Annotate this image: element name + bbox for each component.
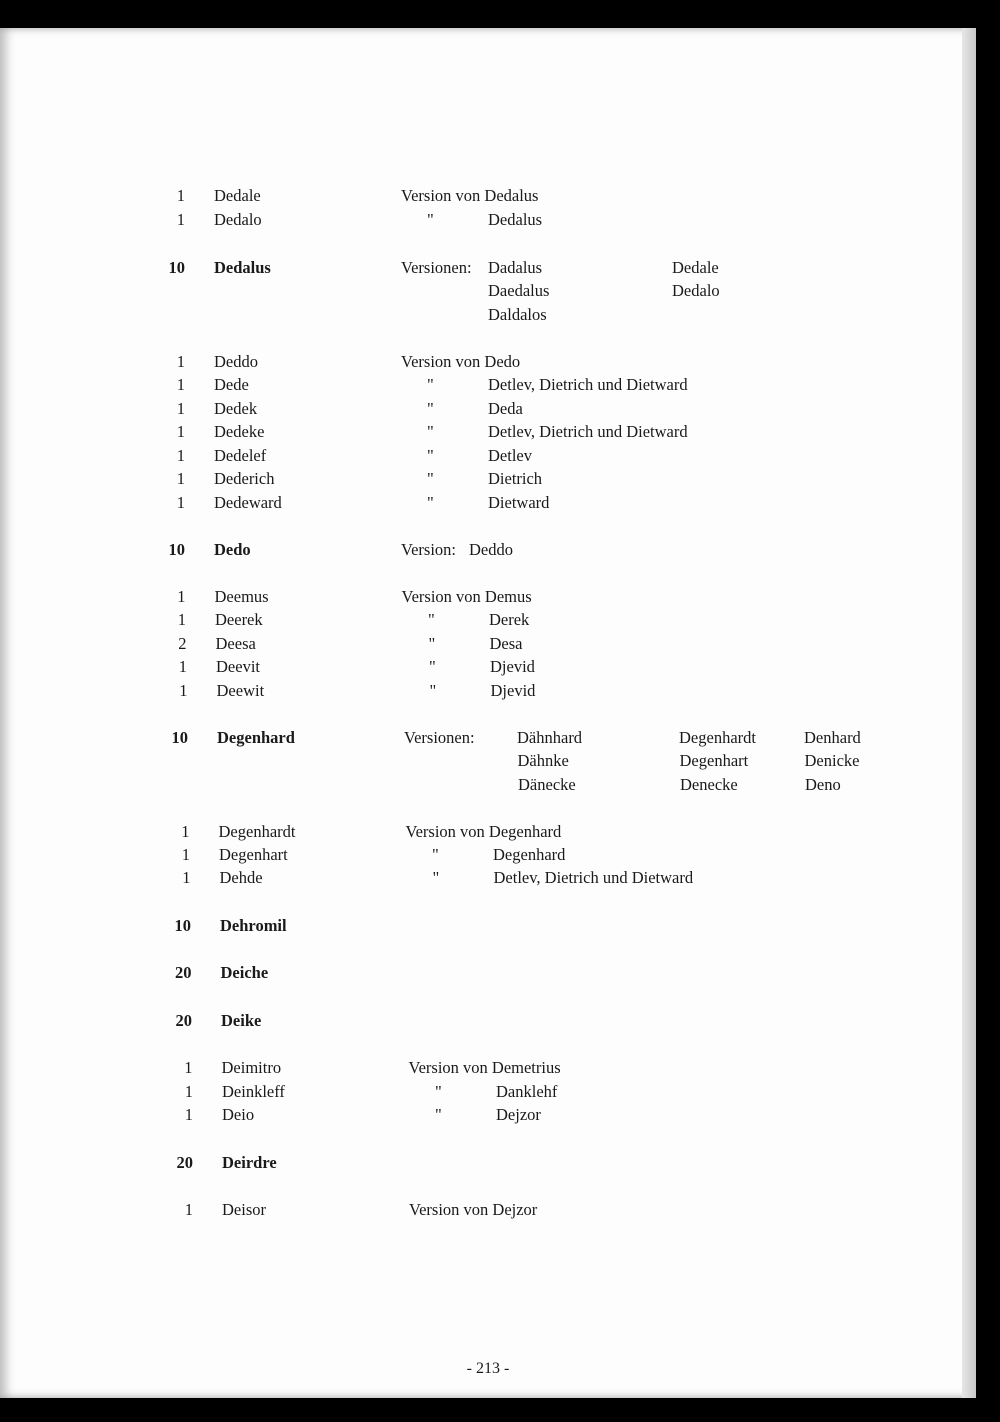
entry-name: Degenhart [219,845,288,864]
ditto-mark: " [427,446,434,465]
entry-count: 1 [177,587,186,606]
entry-label: Versionen: [401,258,472,277]
ditto-mark: " [435,1105,442,1124]
entry-name: Dedo [214,540,251,559]
variant-name: Deddo [469,540,513,559]
variant-name: Dähnhard [517,728,583,747]
entry-count: 1 [176,469,185,488]
table-row [0,914,976,938]
entry-reference: Detlev, Dietrich und Dietward [493,868,694,887]
entry-count: 1 [184,1200,193,1219]
table-row [0,726,976,750]
entry-label: Version von Degenhard [405,822,562,841]
entry-count: 20 [176,1153,193,1172]
table-row [0,444,976,468]
entry-label: Version von Demetrius [408,1058,561,1077]
table-row [0,608,976,632]
page-edge [962,28,976,1398]
ditto-mark: " [427,493,434,512]
ditto-mark: " [435,1082,442,1101]
entry-name: Deewit [216,681,265,700]
table-row [0,467,976,491]
entry-name: Dedalus [214,258,271,277]
entry-reference: Dietrich [488,469,543,488]
entry-reference: Derek [489,610,530,629]
table-row [0,256,976,280]
table-row [0,184,976,208]
variant-name: Daldalos [488,305,547,324]
variant-name: Degenhart [679,751,749,770]
ditto-mark: " [427,469,434,488]
entry-reference: Degenhard [493,845,566,864]
table-row [0,866,976,890]
table-row [0,632,976,656]
entry-name: Deevit [216,657,260,676]
entry-label: Version von Dedo [401,352,521,371]
entry-name: Degenhard [217,728,295,747]
entry-count: 1 [181,845,190,864]
entry-count: 1 [176,493,185,512]
entry-name: Degenhardt [218,822,296,841]
entry-count: 1 [176,375,185,394]
table-row [0,373,976,397]
entry-name: Deemus [214,587,269,606]
table-row [0,1103,976,1127]
entry-count: 1 [176,446,185,465]
entry-name: Dehde [219,868,263,887]
variant-name: Deno [805,775,841,794]
entry-name: Deirdre [222,1153,277,1172]
entry-count: 20 [175,1011,192,1030]
table-row [0,1151,976,1175]
entry-name: Deddo [214,352,258,371]
ditto-mark: " [429,681,437,700]
table-row [0,843,976,867]
entry-reference: Dietward [488,493,550,512]
entry-name: Dede [214,375,249,394]
entry-count: 10 [168,540,185,559]
variant-name: Denicke [804,751,860,770]
entry-count: 1 [181,822,190,841]
entry-name: Dedeward [214,493,282,512]
entry-label: Version von Dejzor [409,1200,538,1219]
table-row [0,1198,976,1222]
entry-label: Version: [401,540,456,559]
entry-name: Deinkleff [222,1082,285,1101]
entry-count: 10 [174,916,191,935]
ditto-mark: " [427,375,434,394]
variant-name: Denhard [804,728,861,747]
page-number: - 213 - [466,1360,510,1377]
document-page [0,28,976,1398]
entry-name: Dedelef [214,446,267,465]
entry-name: Dederich [214,469,275,488]
entry-count: 1 [176,422,185,441]
entry-name: Deerek [215,610,263,629]
entry-count: 1 [177,610,186,629]
table-row [0,1009,976,1033]
entry-reference: Deda [488,399,523,418]
entry-name: Dedek [214,399,258,418]
ditto-mark: " [427,210,434,229]
entry-reference: Detlev, Dietrich und Dietward [488,422,688,441]
ditto-mark: " [428,634,436,653]
entry-name: Dedeke [214,422,265,441]
entry-count: 1 [176,210,185,229]
table-row [0,773,976,797]
table-row [0,655,976,679]
entry-name: Dehromil [220,916,287,935]
entry-name: Deisor [222,1200,266,1219]
variant-name: Daedalus [488,281,550,300]
ditto-mark: " [429,657,436,676]
entry-name: Deio [222,1105,255,1124]
entry-count: 1 [184,1105,193,1124]
entry-count: 1 [184,1058,193,1077]
entry-count: 1 [178,657,187,676]
entry-count: 1 [179,681,188,700]
variant-name: Dedale [672,258,719,277]
table-row [0,397,976,421]
table-row [0,1056,976,1080]
entry-reference: Dedalus [488,210,543,229]
table-row [0,1080,976,1104]
table-row [0,420,976,444]
entry-reference: Desa [489,634,523,653]
entry-name: Deimitro [221,1058,282,1077]
entry-name: Dedalo [214,210,262,229]
entry-label: Versionen: [404,728,475,747]
entry-count: 10 [171,728,188,747]
table-row [0,208,976,232]
ditto-mark: " [427,422,434,441]
entry-count: 1 [184,1082,193,1101]
entry-reference: Danklehf [496,1082,558,1101]
table-row [0,749,976,773]
variant-name: Dedalo [672,281,720,300]
entry-count: 1 [182,868,191,887]
table-row [0,350,976,374]
table-row [0,585,976,609]
table-row [0,538,976,562]
entry-reference: Djevid [490,681,536,700]
entry-count: 1 [176,352,185,371]
table-row [0,303,976,327]
ditto-mark: " [432,868,440,887]
entry-reference: Detlev, Dietrich und Dietward [488,375,688,394]
entry-count: 1 [176,186,185,205]
table-row [0,679,976,703]
entry-reference: Detlev [488,446,532,465]
entry-name: Deesa [215,634,256,653]
entry-name: Deike [221,1011,262,1030]
ditto-mark: " [427,399,434,418]
variant-name: Denecke [680,775,738,794]
table-row [0,820,976,844]
table-row [0,279,976,303]
entry-label: Version von Demus [401,587,532,606]
entry-label: Version von Dedalus [401,186,539,205]
entry-reference: Djevid [490,657,535,676]
entry-name: Deiche [220,963,269,982]
variant-name: Degenhardt [679,728,756,747]
variant-name: Dadalus [488,258,543,277]
entry-name: Dedale [214,186,261,205]
ditto-mark: " [432,845,439,864]
table-row [0,961,976,985]
entry-reference: Dejzor [496,1105,541,1124]
table-row [0,491,976,515]
variant-name: Dähnke [517,751,569,770]
entry-count: 10 [168,258,185,277]
variant-name: Dänecke [518,775,576,794]
entry-count: 2 [178,634,187,653]
entry-count: 20 [175,963,192,982]
ditto-mark: " [428,610,435,629]
entry-count: 1 [176,399,185,418]
